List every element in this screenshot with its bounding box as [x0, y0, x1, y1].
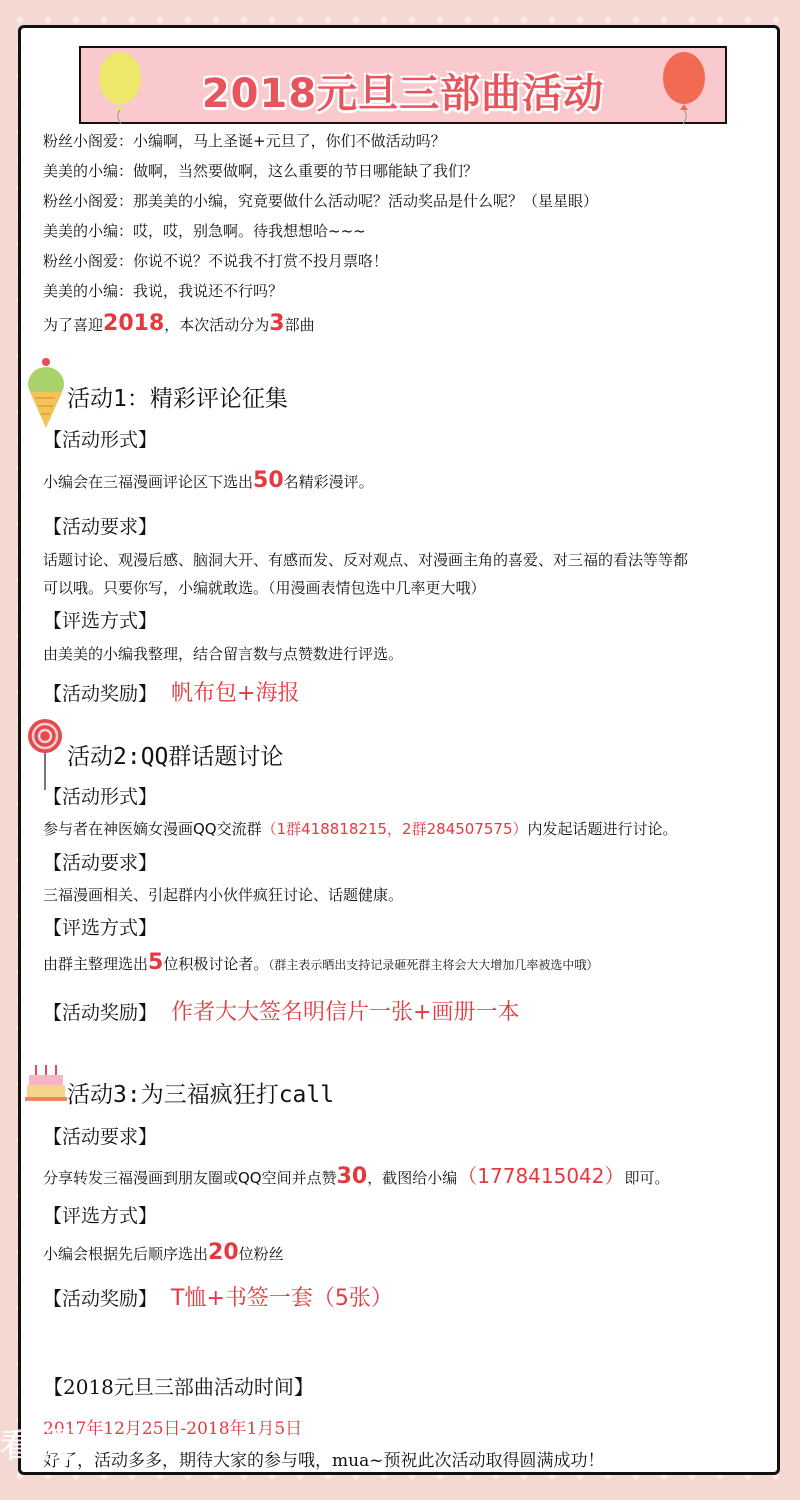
- activity1-prize: 帆布包+海报: [171, 681, 300, 706]
- activity3-select-label: 【评选方式】: [43, 1205, 158, 1227]
- banner-title: 2018元旦三部曲活动: [201, 71, 605, 117]
- schedule-heading: 【2018元旦三部曲活动时间】: [43, 1375, 314, 1399]
- activity3-req-label: 【活动要求】: [43, 1126, 158, 1148]
- activity1-reward: 【活动奖励】 帆布包+海报: [43, 681, 300, 706]
- activity1-req-label: 【活动要求】: [43, 516, 158, 538]
- closing-text: 好了，活动多多，期待大家的参与哦，mua~预祝此次活动取得圆满成功！: [43, 1451, 605, 1471]
- activity1-form-text: 小编会在三福漫画评论区下选出50名精彩漫评。: [43, 468, 374, 493]
- activity1-req-text-2: 可以哦。只要你写，小编就敢选。（用漫画表情包选中几率更大哦）: [43, 579, 486, 597]
- intro-year: 2018: [103, 311, 165, 336]
- dialogue-line: 美美的小编：哎，哎，别急啊。待我想想哈~~~: [43, 222, 366, 240]
- title-banner: [79, 46, 727, 124]
- intro-count: 3: [269, 311, 285, 336]
- dialogue-line: 粉丝小阁爱：你说不说？不说我不打赏不投月票咯！: [43, 252, 389, 270]
- activity1-form-label: 【活动形式】: [43, 429, 158, 451]
- activity2-reward: 【活动奖励】 作者大大签名明信片一张+画册一本: [43, 1000, 520, 1025]
- ice-cream-icon: [25, 356, 67, 428]
- schedule-dates: 2017年12月25日-2018年1月5日: [43, 1419, 303, 1439]
- activity3-reward: 【活动奖励】 T恤+书签一套（5张）: [43, 1286, 393, 1311]
- activity1-req-text: 话题讨论、观漫后感、脑洞大开、有感而发、反对观点、对漫画主角的喜爱、对三福的看法等等都: [43, 551, 689, 569]
- dialogue-line: 粉丝小阁爱：那美美的小编，究竟要做什么活动呢？活动奖品是什么呢？（星星眼）: [43, 192, 599, 210]
- activity3-req-text: 分享转发三福漫画到朋友圈或QQ空间并点赞30，截图给小编（1778415042）即可。: [43, 1164, 670, 1189]
- activity3-title: 活动3:为三福疯狂打call: [67, 1082, 335, 1108]
- activity2-prize: 作者大大签名明信片一张+画册一本: [171, 1000, 520, 1025]
- activity3-prize: T恤+书签一套（5张）: [171, 1286, 393, 1311]
- activity3-select-text: 小编会根据先后顺序选出20位粉丝: [43, 1240, 284, 1265]
- activity1-select-label: 【评选方式】: [43, 610, 158, 632]
- dialogue-line: 美美的小编：我说，我说还不行吗？: [43, 282, 284, 300]
- watermark: 看漫: [0, 1426, 80, 1466]
- activity2-title: 活动2:QQ群话题讨论: [67, 744, 284, 770]
- contact-number: （1778415042）: [457, 1164, 625, 1188]
- red-balloon-icon: [659, 50, 709, 124]
- content-card: [18, 25, 780, 1475]
- qq-group-numbers: （1群418818215，2群284507575）: [261, 820, 528, 838]
- activity2-req-label: 【活动要求】: [43, 852, 158, 874]
- activity2-select-text: 由群主整理选出5位积极讨论者。（群主表示晒出支持记录砸死群主将会大大增加几率被选中哦）: [43, 950, 599, 975]
- activity1-title: 活动1：精彩评论征集: [67, 386, 288, 412]
- lollipop-icon: [27, 718, 63, 790]
- activity2-req-text: 三福漫画相关、引起群内小伙伴疯狂讨论、话题健康。: [43, 886, 404, 904]
- activity2-form-text: 参与者在神医嫡女漫画QQ交流群（1群418818215，2群284507575）内发起话题进行讨论。: [43, 820, 678, 838]
- dialogue-line: 美美的小编：做啊，当然要做啊，这么重要的节日哪能缺了我们？: [43, 162, 479, 180]
- activity2-select-label: 【评选方式】: [43, 917, 158, 939]
- dialogue-line: 粉丝小阁爱：小编啊，马上圣诞+元旦了，你们不做活动吗？: [43, 132, 446, 150]
- intro-line: 为了喜迎2018，本次活动分为3部曲: [43, 311, 315, 336]
- birthday-cake-icon: [25, 1063, 67, 1103]
- activity1-select-text: 由美美的小编我整理，结合留言数与点赞数进行评选。: [43, 645, 404, 663]
- activity2-form-label: 【活动形式】: [43, 786, 158, 808]
